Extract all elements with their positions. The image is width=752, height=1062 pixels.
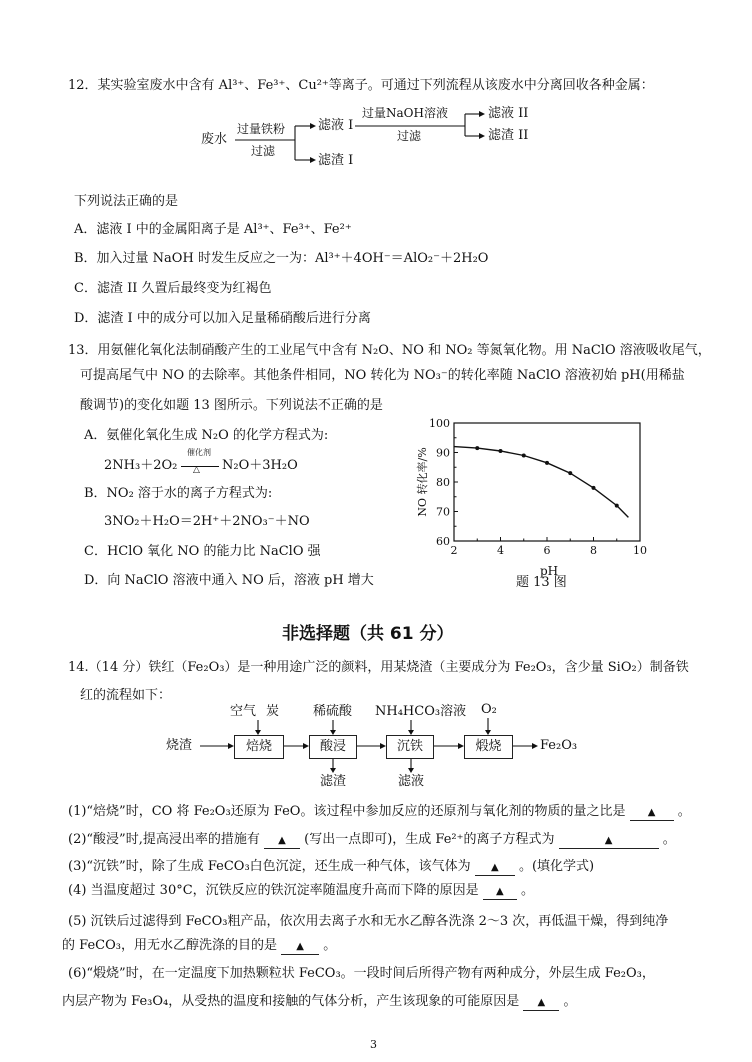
q12-prompt: 下列说法正确的是 [74,194,179,209]
q14-sub2 [68,832,676,849]
q13-option-a-equation [104,448,304,476]
q14-box-calcine: 煅烧 [464,735,513,759]
answer-blank-marker: ▲ [495,886,504,897]
q14-sub5-line1: (5) 沉铁后过滤得到 FeCO₃粗产品，依次用去离子水和无水乙醇各洗涤 2～3 次，再低温干燥，得到纯净 [68,914,669,929]
q13-eq-reactants: 2NH₃＋2O₂ [104,458,178,473]
q12-step1-reagent: 过量铁粉 [237,122,286,136]
q14-sub5-blank[interactable] [281,938,319,955]
q14-stem-line2: 红的流程如下： [80,688,172,703]
q12-filtrate2: 滤液 II [488,106,529,121]
answer-blank-marker: ▲ [296,941,304,952]
q12-step2-op: 过滤 [397,129,422,143]
q14-sub3-end: 。(填化学式) [518,859,595,874]
chart-data-point [545,461,549,465]
q14-sub4-text: (4) 当温度超过 30°C，沉铁反应的铁沉淀率随温度升高而下降的原因是 [68,883,479,898]
q14-sub3-blank[interactable] [475,859,515,876]
q14-sub1-end: 。 [677,804,691,819]
chart-x-tick-label: 2 [450,544,458,557]
chart-data-point [475,446,479,450]
answer-blank-marker: ▲ [490,862,499,873]
q12-stem: 12．某实验室废水中含有 Al³⁺、Fe³⁺、Cu²⁺等离子。可通过下列流程从该废水中分离回收各种金属： [68,78,654,93]
q13-chart [410,415,660,595]
q14-sub2-end: 。 [662,832,676,847]
q14-stem-line1: 14.（14 分）铁红（Fe₂O₃）是一种用途广泛的颜料，用某烧渣（主要成分为 Fe₂O₃，含少量 SiO₂）制备铁 [68,660,689,675]
chart-y-tick-label: 70 [436,505,450,519]
q14-sub5-text: 的 FeCO₃，用无水乙醇洗涤的目的是 [62,938,277,953]
q12-option-a: A．滤液 I 中的金属阳离子是 Al³⁺、Fe³⁺、Fe²⁺ [74,222,352,237]
q14-product: Fe₂O₃ [540,738,578,753]
chart-ylabel: NO 转化率/% [416,447,429,517]
q13-eq-catalyst: 催化剂 [187,448,211,457]
chart-x-tick-label: 8 [590,544,597,557]
q13-option-c: C．HClO 氧化 NO 的能力比 NaClO 强 [84,544,321,559]
q14-output-filtrate: 滤液 [398,774,425,789]
chart-series-line [454,447,628,518]
q14-sub2-blank2[interactable] [559,832,659,849]
q14-start: 烧渣 [166,738,193,753]
chart-data-point [615,504,619,508]
q14-box-precipitate: 沉铁 [386,735,434,759]
q13-option-b-equation: 3NO₂＋H₂O＝2H⁺＋2NO₃⁻＋NO [104,514,310,529]
q13-option-d: D．向 NaClO 溶液中通入 NO 后，溶液 pH 增大 [84,573,374,588]
q14-sub6-line2 [62,994,577,1011]
q12-residue1: 滤渣 I [318,153,354,168]
chart-y-tick-label: 90 [436,446,450,460]
q13-option-a: A．氨催化氧化生成 N₂O 的化学方程式为: [84,428,329,443]
q14-input-nh4hco3: NH₄HCO₃溶液 [375,704,467,719]
chart-data-point [592,486,596,490]
q14-sub5-line2 [62,938,336,955]
chart-data-point [568,471,572,475]
q13-stem-line1: 13．用氨催化氧化法制硝酸产生的工业尾气中含有 N₂O、NO 和 NO₂ 等氮氧化物。用 NaClO 溶液吸收尾气， [68,343,711,358]
q12-residue2: 滤渣 II [488,128,529,143]
q14-sub1-text: (1)“焙烧”时，CO 将 Fe₂O₃还原为 FeO。该过程中参加反应的还原剂与氧化剂的物质的量之比是 [68,804,626,819]
q13-figure [410,415,660,595]
q12-step1-op: 过滤 [251,144,276,158]
chart-plot-frame [454,423,640,541]
q13-eq-products: N₂O＋3H₂O [222,458,298,473]
chart-xlabel: pH [540,564,559,578]
q14-sub3-text: (3)“沉铁”时，除了生成 FeCO₃白色沉淀，还生成一种气体，该气体为 [68,859,471,874]
q13-eq-arrow [181,466,219,467]
q14-sub5-end: 。 [323,938,337,953]
q13-stem-line2: 可提高尾气中 NO 的去除率。其他条件相同，NO 转化为 NO₃⁻的转化率随 NaClO 溶液初始 pH(用稀盐 [80,368,685,383]
chart-x-tick-label: 6 [543,544,551,557]
q14-input-carbon: 炭 [266,704,280,719]
page-number: 3 [370,1038,377,1051]
q14-sub2-text-b: (写出一点即可)，生成 Fe²⁺的离子方程式为 [304,832,555,847]
answer-blank-marker: ▲ [604,835,613,846]
chart-data-point [522,453,526,457]
q13-eq-heat: △ [193,465,200,475]
q14-box-roast: 焙烧 [234,735,284,759]
section-title: 非选择题（共 61 分） [282,624,454,644]
chart-x-tick-label: 10 [633,544,647,557]
q14-flowchart [160,702,600,794]
q14-sub2-text-a: (2)“酸浸”时,提高浸出率的措施有 [68,832,260,847]
answer-blank-marker: ▲ [647,807,656,818]
q12-option-c: C．滤渣 II 久置后最终变为红褐色 [74,281,272,296]
q14-input-acid: 稀硫酸 [313,704,353,719]
q14-input-o2: O₂ [481,702,497,717]
q14-sub4-blank[interactable] [483,883,517,900]
chart-y-tick-label: 60 [436,535,450,548]
q14-sub1 [68,804,691,821]
q14-sub2-blank1[interactable] [264,832,300,849]
chart-y-tick-label: 100 [429,417,450,430]
q12-option-b: B．加入过量 NaOH 时发生反应之一为：Al³⁺＋4OH⁻＝AlO₂⁻＋2H₂O [74,251,489,266]
q14-sub6-blank[interactable] [523,994,559,1011]
chart-x-tick-label: 4 [497,544,504,557]
q14-sub6-text: 内层产物为 Fe₃O₄，从受热的温度和接触的气体分析，产生该现象的可能原因是 [62,994,520,1009]
q12-waste-label: 废水 [201,132,228,147]
q12-flowchart [195,100,575,180]
q14-output-residue: 滤渣 [320,774,347,789]
q14-sub3 [68,859,594,876]
q14-sub4 [68,883,534,900]
q13-option-b: B．NO₂ 溶于水的离子方程式为: [84,486,273,501]
chart-y-tick-label: 80 [436,476,450,489]
answer-blank-marker: ▲ [278,835,286,846]
chart-data-point [499,449,503,453]
q14-box-acid-leach: 酸浸 [309,735,357,759]
answer-blank-marker: ▲ [537,997,546,1008]
q14-sub6-end: 。 [563,994,577,1009]
q14-input-air: 空气 [230,704,257,719]
q12-filtrate1: 滤液 I [318,118,354,133]
q12-step2-reagent: 过量NaOH溶液 [362,106,448,120]
q14-sub6-line1: (6)“煅烧”时，在一定温度下加热颗粒状 FeCO₃。一段时间后所得产物有两种成分，外层生成 Fe₂O₃， [68,966,655,981]
q14-sub4-end: 。 [520,883,534,898]
q12-option-d: D．滤渣 I 中的成分可以加入足量稀硝酸后进行分离 [74,311,371,326]
q13-stem-line3: 酸调节)的变化如题 13 图所示。下列说法不正确的是 [80,398,383,413]
q13-figure-caption: 题 13 图 [516,575,567,590]
q14-sub1-blank[interactable] [630,804,674,821]
